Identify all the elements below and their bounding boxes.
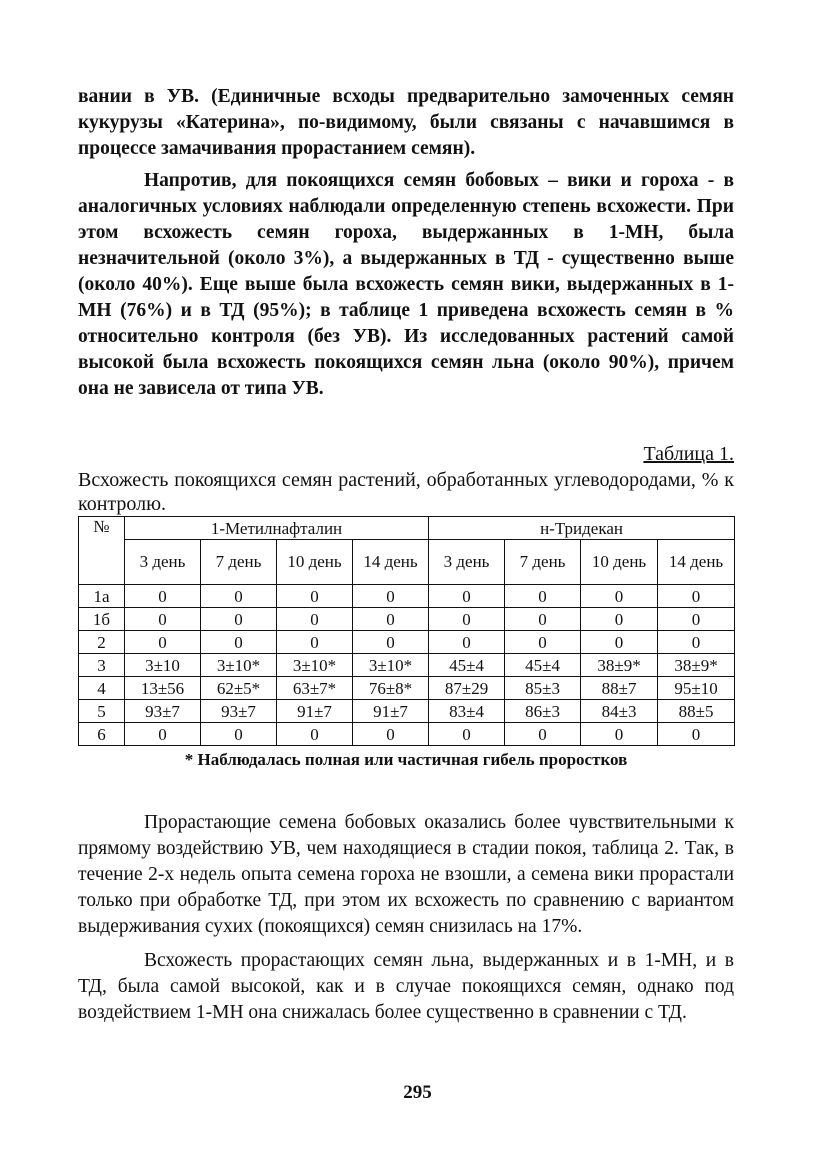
row-number: 1а [79,585,125,608]
table-header-row-groups [79,517,735,540]
table-cell: 93±7 [201,700,277,723]
header-day-mn-3: 14 день [353,540,429,585]
table-cell: 0 [353,608,429,631]
table-cell: 45±4 [429,654,505,677]
table-cell: 0 [658,631,735,654]
table-cell: 0 [277,585,353,608]
row-number: 3 [79,654,125,677]
table-cell: 91±7 [277,700,353,723]
table-cell: 0 [429,608,505,631]
header-number: № [79,517,125,585]
table-cell: 13±56 [125,677,201,700]
table-cell: 0 [658,723,735,746]
table-header-row-days [79,540,735,585]
row-number: 5 [79,700,125,723]
page-number: 295 [403,1082,432,1103]
table-cell: 0 [505,723,581,746]
row-number: 2 [79,631,125,654]
table-cell: 0 [581,631,658,654]
header-day-mn-2: 10 день [277,540,353,585]
table-cell: 0 [581,585,658,608]
table-cell: 85±3 [505,677,581,700]
paragraph-1: вании в УВ. (Единичные всходы предварительно замоченных семян кукурузы «Катерина», по-видимому, были связаны с начавшимся в процессе замачивания прорастанием семян). [78,86,734,159]
table-cell: 88±7 [581,677,658,700]
table-cell: 3±10* [201,654,277,677]
table-cell: 0 [353,585,429,608]
header-day-td-0: 3 день [429,540,505,585]
table-row [79,700,735,723]
table-cell: 0 [125,723,201,746]
table-cell: 86±3 [505,700,581,723]
table-cell: 0 [125,631,201,654]
table-cell: 0 [581,723,658,746]
table-cell: 0 [277,723,353,746]
table-cell: 0 [277,608,353,631]
table-cell: 0 [125,608,201,631]
paragraph-3: Прорастающие семена бобовых оказались более чувствительными к прямому воздействию УВ, чем находящиеся в стадии покоя, таблица 2. Так, в течение 2-х недель опыта семена гороха не взошли, а семена вики прорастали только при обработке ТД, при этом их всхожесть по сравнению с вариантом выдерживания сухих (покоящихся) семян снизилась на 17%. [78,812,734,937]
table-cell: 0 [277,631,353,654]
table-cell: 91±7 [353,700,429,723]
table-row [79,654,735,677]
table-cell: 62±5* [201,677,277,700]
table-cell: 0 [505,585,581,608]
table-footnote: * Наблюдалась полная или частичная гибель проростков [184,750,628,769]
header-day-mn-0: 3 день [125,540,201,585]
table-cell: 63±7* [277,677,353,700]
table-block [78,442,734,770]
row-number: 6 [79,723,125,746]
table-cell: 0 [505,631,581,654]
header-group-tridecane: н-Тридекан [429,517,735,540]
page-body [78,84,734,1026]
table-cell: 3±10* [353,654,429,677]
table-caption: Всхожесть покоящихся семян растений, обработанных углеводородами, % к контролю. [78,469,734,515]
table-cell: 0 [429,723,505,746]
table-cell: 0 [201,723,277,746]
table-cell: 38±9* [658,654,735,677]
table-cell: 0 [429,585,505,608]
table-cell: 3±10 [125,654,201,677]
germination-table [78,516,735,746]
table-row [79,723,735,746]
table-body [79,585,735,746]
table-cell: 0 [201,608,277,631]
table-cell: 0 [581,608,658,631]
row-number: 4 [79,677,125,700]
header-day-td-3: 14 день [658,540,735,585]
table-row [79,631,735,654]
table-cell: 84±3 [581,700,658,723]
table-cell: 0 [429,631,505,654]
table-cell: 0 [201,631,277,654]
table-cell: 93±7 [125,700,201,723]
header-day-td-1: 7 день [505,540,581,585]
table-cell: 88±5 [658,700,735,723]
table-cell: 45±4 [505,654,581,677]
table-cell: 0 [505,608,581,631]
table-cell: 0 [658,585,735,608]
header-group-methylnaphthalene: 1-Метилнафталин [125,517,429,540]
table-row [79,585,735,608]
table-cell: 83±4 [429,700,505,723]
table-cell: 76±8* [353,677,429,700]
paragraph-2: Напротив, для покоящихся семян бобовых – вики и гороха - в аналогичных условиях наблюдали определенную степень всхожести. При этом всхожесть семян гороха, выдержанных в 1-МН, была незначительной (около 3%), а выдержанных в ТД - существенно выше (около 40%). Еще выше была всхожесть семян вики, выдержанных в 1-МН (76%) и в ТД (95%); в таблице 1 приведена всхожесть семян в % относительно контроля (без УВ). Из исследованных растений самой высокой была всхожесть покоящихся семян льна (около 90%), причем она не зависела от типа УВ. [78,170,734,399]
table-row [79,608,735,631]
table-cell: 87±29 [429,677,505,700]
table-cell: 3±10* [277,654,353,677]
table-cell: 38±9* [581,654,658,677]
table-cell: 0 [201,585,277,608]
header-day-mn-1: 7 день [201,540,277,585]
table-cell: 95±10 [658,677,735,700]
header-day-td-2: 10 день [581,540,658,585]
table-number: Таблица 1. [643,443,734,465]
table-cell: 0 [353,723,429,746]
table-row [79,677,735,700]
table-cell: 0 [353,631,429,654]
table-cell: 0 [658,608,735,631]
paragraph-4: Всхожесть прорастающих семян льна, выдержанных и в 1-МН, и в ТД, была самой высокой, как и в случае покоящихся семян, однако под воздействием 1-МН она снижалась более существенно в сравнении с ТД. [78,950,734,1023]
row-number: 1б [79,608,125,631]
table-cell: 0 [125,585,201,608]
